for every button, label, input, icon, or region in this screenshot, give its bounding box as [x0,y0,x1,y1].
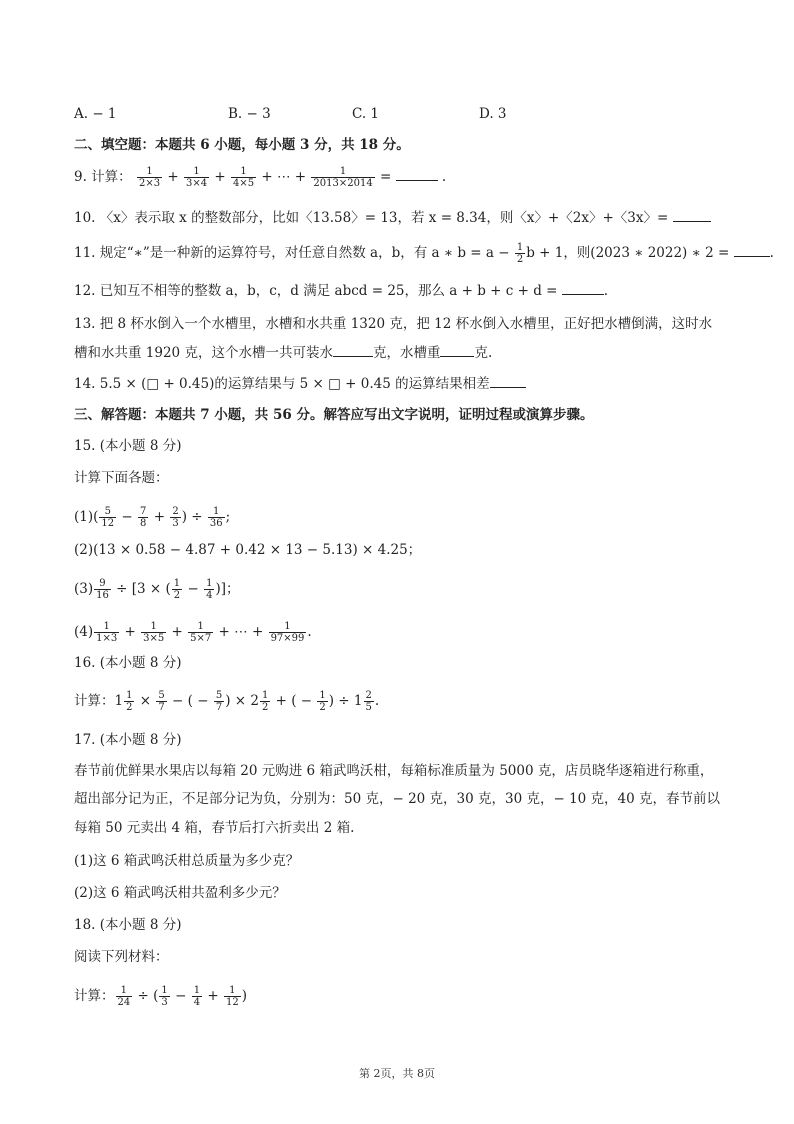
p4-mid: + ⋯ + [214,624,268,640]
fraction [260,690,270,713]
answer-blank [396,166,438,181]
question-10 [74,207,711,228]
frac-num: 5 [104,506,111,517]
p1-m3: ) ÷ [181,509,207,525]
frac-den: 2 [126,702,133,713]
q16-m5: ) ÷ 1 [328,693,363,709]
frac-num: 1 [197,621,204,632]
q18-m3: + [203,988,223,1004]
question-18-intro: 阅读下列材料： [74,949,169,965]
frac-num: 1 [516,242,524,253]
choice-a: A. − 1 [74,106,117,122]
q12-text: 12. 已知互不相等的整数 a，b，c，d 满足 abcd = 25，那么 a + b + c + d = [74,283,562,299]
frac-num: 1 [120,985,128,996]
frac-den: 2×3 [138,178,161,189]
p4-pre: (4) [74,624,94,640]
fraction [269,621,307,644]
answer-blank [673,207,711,222]
q16-m4: + ( − [271,693,317,709]
choice-c: C. 1 [352,106,380,122]
choice-d: D. 3 [479,106,507,122]
frac-num: 1 [103,621,110,632]
plus: + [214,169,226,185]
answer-blank [562,280,604,295]
fraction [184,166,209,189]
frac-num: 1 [126,690,133,701]
answer-blank [490,373,526,388]
frac-den: 7 [215,702,223,713]
q18-end: ) [241,988,247,1004]
frac-num: 2 [365,690,372,701]
fraction [137,166,162,189]
q16-m2: − ( − [167,693,213,709]
fraction [214,690,224,713]
p1-end: ; [225,509,231,525]
q9-prefix: 9. 计算： [74,169,132,185]
q11-end: . [769,245,774,261]
fraction [192,985,202,1008]
question-18-header: 18. (本小题 8 分) [74,917,182,933]
page-footer: 第 2页，共 8页 [359,1067,435,1080]
frac-den: 1×3 [96,633,118,644]
q9-mid: + ⋯ + [261,169,311,185]
frac-den: 8 [140,518,147,529]
frac-num: 1 [284,621,291,632]
p3-end: )]； [215,581,240,597]
question-15-part-4 [74,621,312,644]
q9-suffix: = [379,169,396,185]
q13-line2b: 克，水槽重 [372,345,441,361]
section-2-title: 二、填空题：本题共 6 小题，每小题 3 分，共 18 分。 [74,137,410,153]
frac-num: 2 [172,506,179,517]
frac-num: 1 [261,690,269,701]
frac-num: 1 [206,578,213,589]
frac-num: 1 [193,985,201,996]
frac-den: 3 [172,518,179,529]
plus: + [167,169,179,185]
fraction [172,578,182,601]
q13-line2a: 槽和水共重 1920 克，这个水槽一共可装水 [74,345,333,361]
question-17-header: 17. (本小题 8 分) [74,732,182,748]
q12-end: . [603,283,609,299]
q13-line2c: 克. [474,345,493,361]
question-11 [74,242,774,265]
frac-num: 5 [215,690,223,701]
frac-den: 7 [158,702,165,713]
frac-num: 1 [146,166,153,177]
p1-pre: (1)( [74,509,99,525]
question-15-part-3 [74,578,239,601]
frac-den: 5×7 [190,633,212,644]
question-17-line-2: 超出部分记为正，不足部分记为负，分别为：50 克，− 20 克，30 克，30 克，− 10 克，40 克，春节前以 [74,791,721,807]
frac-den: 12 [225,997,239,1008]
q16-end: . [374,693,380,709]
p1-m1: − [117,509,138,525]
question-14 [74,373,526,394]
frac-den: 2 [319,702,326,713]
fraction [99,506,116,529]
question-15-part-1 [74,506,230,529]
question-12 [74,280,608,301]
p3-m1: ÷ [3 × ( [111,581,171,597]
q18-m1: ÷ ( [133,988,159,1004]
question-16-expression [74,690,379,713]
p1-m2: + [149,509,170,525]
q9-end: . [441,169,447,185]
frac-den: 97×99 [270,633,305,644]
frac-den: 12 [101,518,115,529]
question-15-header: 15. (本小题 8 分) [74,438,182,454]
q16-m1: × [135,693,156,709]
fraction [317,690,327,713]
frac-den: 16 [96,590,109,601]
frac-num: 1 [339,166,347,177]
fraction [156,690,166,713]
frac-den: 3×4 [185,178,208,189]
fraction [231,166,256,189]
frac-num: 1 [161,985,168,996]
fraction [204,578,214,601]
frac-den: 36 [209,518,223,529]
frac-den: 2013×2014 [313,178,373,189]
frac-den: 2 [173,590,181,601]
question-13-line-2 [74,342,492,363]
fraction [94,621,119,644]
q18-m2: − [170,988,191,1004]
frac-num: 1 [150,621,157,632]
plus: + [124,624,136,640]
frac-num: 5 [158,690,165,701]
question-16-header: 16. (本小题 8 分) [74,655,182,671]
question-9 [74,166,446,189]
fraction [224,985,241,1008]
answer-blank [333,342,373,357]
fraction [208,506,225,529]
frac-num: 1 [229,985,236,996]
choice-b: B. − 3 [228,106,271,122]
section-3-title: 三、解答题：本题共 7 小题，共 56 分。解答应写出文字说明，证明过程或演算步骤。 [74,407,594,423]
fraction [94,578,111,601]
fraction [124,690,134,713]
q16-pre: 计算：1 [74,693,124,709]
p3-pre: (3) [74,581,94,597]
q11-pre: 11. 规定“∗”是一种新的运算符号，对任意自然数 a，b，有 a ∗ b = a − [74,245,514,261]
frac-den: 2 [516,254,524,265]
fraction [515,242,525,265]
q10-text: 10. 〈x〉表示取 x 的整数部分，比如〈13.58〉= 13，若 x = 8.34，则〈x〉+〈2x〉+〈3x〉= [74,210,673,226]
fraction [188,621,213,644]
fraction [138,506,148,529]
frac-den: 4 [193,997,201,1008]
frac-den: 4×5 [233,178,255,189]
frac-den: 5 [365,702,372,713]
fraction [159,985,169,1008]
frac-num: 1 [193,166,200,177]
frac-num: 1 [173,578,181,589]
frac-num: 9 [99,578,106,589]
frac-den: 2 [261,702,269,713]
answer-blank [734,242,770,257]
frac-num: 7 [140,506,147,517]
question-17-sub-2: (2)这 6 箱武鸣沃柑共盈利多少元？ [74,885,286,901]
frac-den: 24 [117,997,131,1008]
p4-end: . [307,624,312,640]
question-17-sub-1: (1)这 6 箱武鸣沃柑总质量为多少克？ [74,853,300,869]
q11-post: b + 1，则(2023 ∗ 2022) ∗ 2 = [526,245,734,261]
fraction [116,985,133,1008]
frac-num: 1 [213,506,220,517]
question-18-expression [74,985,247,1008]
p3-m2: − [183,581,204,597]
frac-den: 3 [161,997,168,1008]
answer-blank [440,342,474,357]
question-15-intro: 计算下面各题： [74,470,169,486]
frac-num: 1 [319,690,326,701]
fraction [141,621,166,644]
question-17-line-3: 每箱 50 元卖出 4 箱，春节后打六折卖出 2 箱. [74,820,355,836]
frac-num: 1 [240,166,247,177]
frac-den: 3×5 [143,633,165,644]
q16-m3: ) × 2 [225,693,259,709]
q14-text: 14. 5.5 × (□ + 0.45)的运算结果与 5 × □ + 0.45 的运算结果相差 [74,376,490,392]
plus: + [171,624,183,640]
fraction [170,506,180,529]
question-17-line-1: 春节前优鲜果水果店以每箱 20 元购进 6 箱武鸣沃柑，每箱标准质量为 5000 克，店员晓华逐箱进行称重， [74,763,714,779]
fraction [364,690,374,713]
frac-den: 4 [206,590,213,601]
q18-pre: 计算： [74,988,115,1004]
fraction [311,166,374,189]
question-15-part-2: (2)(13 × 0.58 − 4.87 + 0.42 × 13 − 5.13) × 4.25； [74,542,422,558]
question-13-line-1: 13. 把 8 杯水倒入一个水槽里，水槽和水共重 1320 克，把 12 杯水倒入水槽里，正好把水槽倒满，这时水 [74,316,713,332]
